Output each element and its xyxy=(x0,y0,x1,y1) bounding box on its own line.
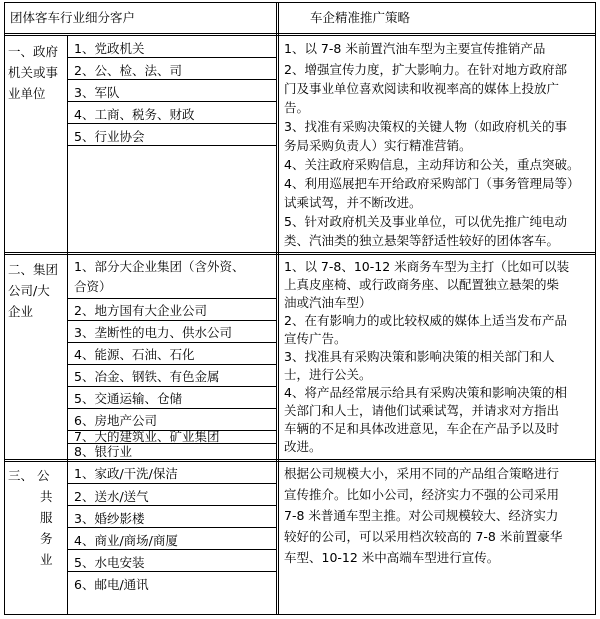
category-label-line: 二、集团 xyxy=(8,262,59,277)
strategy-line: 门及事业单位喜欢阅读和收视率高的媒体上投放广 xyxy=(284,81,560,96)
table-border-left xyxy=(4,2,5,615)
segment-item: 5、冶金、钢铁、有色金属 xyxy=(74,369,220,384)
segment-item: 5、行业协会 xyxy=(74,129,145,144)
table-border-top xyxy=(4,2,596,3)
strategy-line: 3、找准有采购决策权的关键人物（如政府机关的事 xyxy=(284,119,567,134)
segment-item: 2、送水/送气 xyxy=(74,489,149,504)
strategy-line: 1、以 7-8 米前置汽油车型为主要宣传推销产品 xyxy=(284,41,546,56)
strategy-line: 4、关注政府采购信息，主动拜访和公关，重点突破。 xyxy=(284,157,580,172)
category-label-line: 业单位 xyxy=(8,86,46,101)
strategy-line: 油或汽油车型） xyxy=(284,295,372,310)
strategy-line: 1、以 7-8、10-12 米商务车型为主打（比如可以装 xyxy=(284,259,570,274)
segment-item: 8、银行业 xyxy=(74,444,132,459)
customer-strategy-table xyxy=(4,2,596,616)
column-divider-main xyxy=(276,2,279,615)
segment-item: 6、邮电/通讯 xyxy=(74,577,149,592)
category-label-line: 业 xyxy=(40,552,53,567)
strategy-line: 试乘试驾，并不断改进。 xyxy=(284,195,422,210)
category-label-line: 机关或事 xyxy=(8,65,59,80)
strategy-line: 较好的公司，可以采用档次较高的 7-8 米前置豪华 xyxy=(284,529,563,544)
strategy-line: 2、在有影响力的或比较权威的媒体上适当发布产品 xyxy=(284,313,567,328)
header-strategy-label: 车企精准推广策略 xyxy=(310,10,411,25)
segment-item: 2、地方国有大企业公司 xyxy=(74,303,207,318)
segment-item: 4、工商、税务、财政 xyxy=(74,107,195,122)
strategy-line: 关部门和人士，请他们试乘试驾，并请求对方指出 xyxy=(284,403,560,418)
strategy-line: 车型、10-12 米中高端车型进行宣传。 xyxy=(284,550,500,565)
segment-item: 1、部分大企业集团（含外资、 xyxy=(74,259,245,274)
strategy-line: 车辆的不足和具体改进意见，车企在产品予以及时 xyxy=(284,421,560,436)
strategy-line: 2、增强宣传力度，扩大影响力。在针对地方政府部 xyxy=(284,62,567,77)
strategy-line: 告。 xyxy=(284,100,310,115)
table-border-right xyxy=(595,2,596,615)
segment-item: 6、房地产公司 xyxy=(74,413,157,428)
strategy-line: 宣传广告。 xyxy=(284,331,347,346)
segment-item: 7、大的建筑业、矿业集团 xyxy=(74,429,220,444)
strategy-line: 务局采购负责人）实行精准营销。 xyxy=(284,138,472,153)
header-segment-label: 团体客车行业细分客户 xyxy=(10,10,136,25)
category-label-line: 公司/大 xyxy=(8,283,50,298)
table-border-bottom xyxy=(4,614,596,615)
segment-item: 3、垄断性的电力、供水公司 xyxy=(74,325,232,340)
category-label-line: 务 xyxy=(40,531,53,546)
category-label-line: 共 xyxy=(40,489,53,504)
strategy-line: 4、将产品经常展示给具有采购决策和影响决策的相 xyxy=(284,385,567,400)
header-separator xyxy=(4,33,596,36)
segment-item: 合资） xyxy=(74,279,112,294)
section-separator-1 xyxy=(4,252,596,255)
row-divider xyxy=(68,298,276,299)
category-label-line: 一、政府 xyxy=(8,44,59,59)
category-label-line: 服 xyxy=(40,510,53,525)
strategy-line: 宣传推介。比如小公司，经济实力不强的公司采用 xyxy=(284,487,560,502)
segment-item: 4、商业/商场/商厦 xyxy=(74,533,178,548)
segment-item: 1、家政/干洗/保洁 xyxy=(74,466,178,481)
segment-item: 1、党政机关 xyxy=(74,41,145,56)
segment-item: 3、军队 xyxy=(74,85,120,100)
segment-item: 2、公、检、法、司 xyxy=(74,63,182,78)
strategy-line: 上真皮座椅、或行政商务座、以配置独立悬架的柴 xyxy=(284,277,560,292)
segment-item: 5、水电安装 xyxy=(74,555,145,570)
strategy-line: 3、找准具有采购决策和影响决策的相关部门和人 xyxy=(284,349,555,364)
strategy-line: 7-8 米普通车型主推。对公司规模较大、经济实力 xyxy=(284,508,559,523)
strategy-line: 士，进行公关。 xyxy=(284,367,372,382)
strategy-line: 改进。 xyxy=(284,439,322,454)
strategy-line: 5、针对政府机关及事业单位，可以优先推广纯电动 xyxy=(284,214,567,229)
category-label-line: 三、 公 xyxy=(8,468,50,483)
segment-item: 4、能源、石油、石化 xyxy=(74,347,195,362)
strategy-line: 根据公司规模大小，采用不同的产品组合策略进行 xyxy=(284,466,560,481)
segment-item: 5、交通运输、仓储 xyxy=(74,391,182,406)
strategy-line: 类、汽油类的独立悬架等舒适性较好的团体客车。 xyxy=(284,233,560,248)
category-label-line: 企业 xyxy=(8,304,34,319)
strategy-line: 4、利用巡展把车开给政府采购部门（事务管理局等） xyxy=(284,176,580,191)
segment-item: 3、婚纱影楼 xyxy=(74,511,145,526)
